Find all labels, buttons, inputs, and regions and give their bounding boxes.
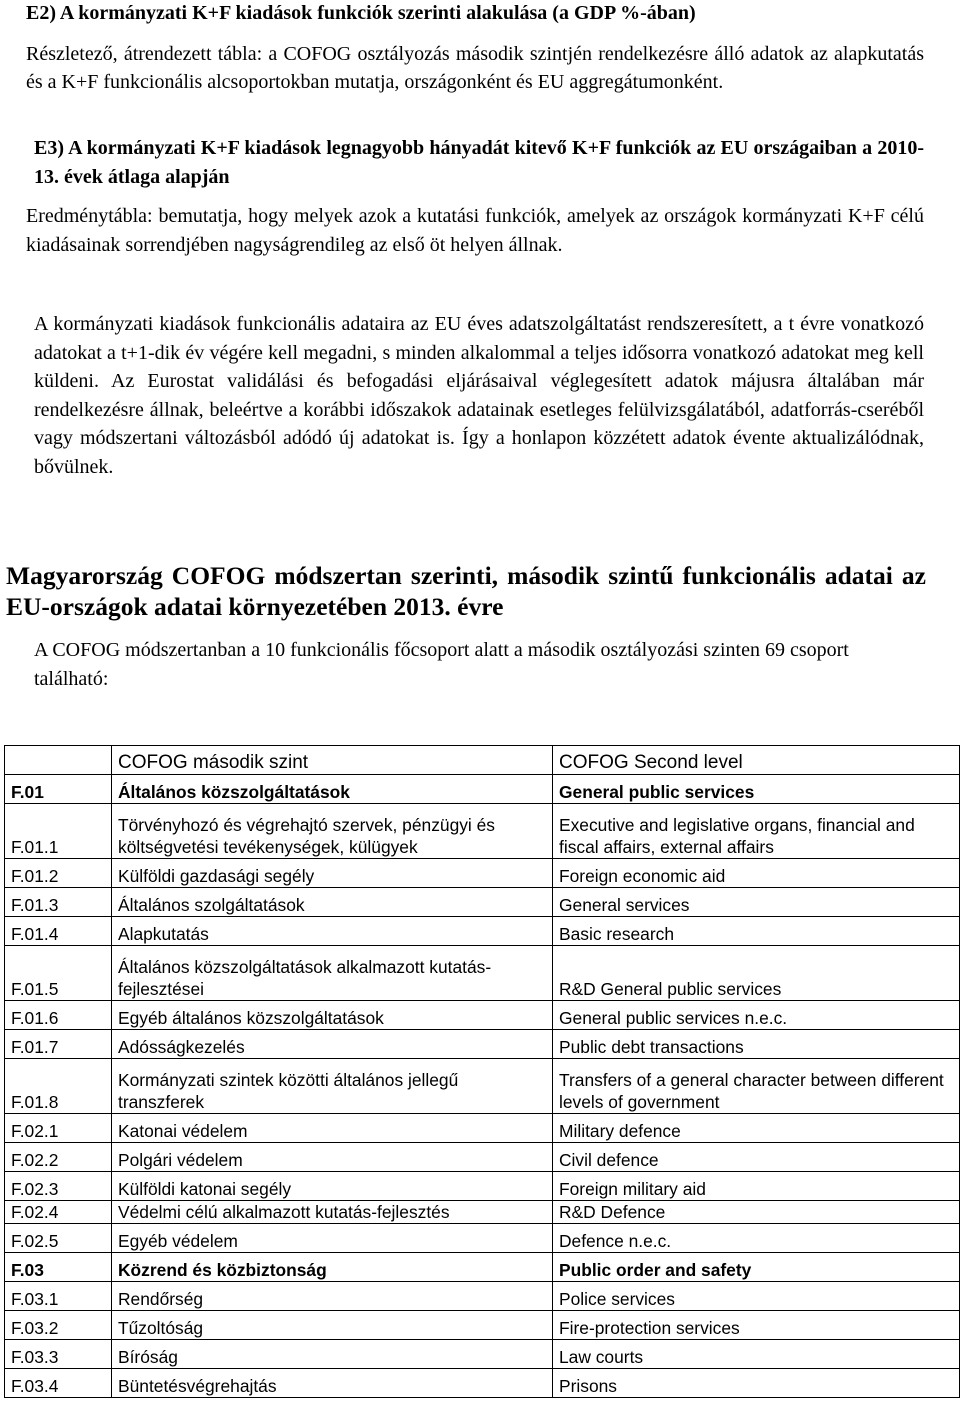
row-code: F.03.1 [5,1282,112,1311]
header-en: COFOG Second level [553,746,960,775]
section-e3-title: E3) A kormányzati K+F kiadások legnagyobb hányadát kitevő K+F funkciók az EU országaiban a 2010-13. évek átlaga alapján [34,137,924,188]
row-en: Public order and safety [553,1253,960,1282]
row-code: F.01 [5,775,112,804]
table-row [5,775,960,804]
row-en: Military defence [553,1114,960,1143]
table-row [5,917,960,946]
row-code: F.01.3 [5,888,112,917]
row-hu: Általános szolgáltatások [112,888,553,917]
table-row [5,1001,960,1030]
row-en: Defence n.e.c. [553,1224,960,1253]
row-hu: Adósságkezelés [112,1030,553,1059]
table-row [5,1282,960,1311]
table-row [5,1143,960,1172]
intro-text: A COFOG módszertanban a 10 funkcionális főcsoport alatt a második osztályozási szinten 69 csoport található: [34,639,849,690]
row-hu: Katonai védelem [112,1114,553,1143]
row-en: Basic research [553,917,960,946]
row-code: F.02.2 [5,1143,112,1172]
row-hu: Bíróság [112,1340,553,1369]
row-code: F.01.8 [5,1059,112,1114]
row-en: General public services [553,775,960,804]
row-hu: Közrend és közbiztonság [112,1253,553,1282]
row-en: R&D Defence [553,1201,960,1224]
row-hu: Általános közszolgáltatások [112,775,553,804]
row-hu: Törvényhozó és végrehajtó szervek, pénzügyi és költségvetési tevékenységek, külügyek [112,804,553,859]
row-en: Police services [553,1282,960,1311]
row-code: F.03.4 [5,1369,112,1398]
row-en: Fire-protection services [553,1311,960,1340]
row-en: Transfers of a general character between different levels of government [553,1059,960,1114]
row-hu: Alapkutatás [112,917,553,946]
table-row [5,1340,960,1369]
row-en: Prisons [553,1369,960,1398]
row-code: F.02.4 [5,1201,112,1224]
row-code: F.01.4 [5,917,112,946]
row-en: Foreign military aid [553,1172,960,1201]
table-row [5,946,960,1001]
cofog-table [4,745,960,1398]
row-hu: Egyéb általános közszolgáltatások [112,1001,553,1030]
row-en: Civil defence [553,1143,960,1172]
row-en: R&D General public services [553,946,960,1001]
row-code: F.01.6 [5,1001,112,1030]
table-header-row [5,746,960,775]
row-code: F.02.1 [5,1114,112,1143]
row-hu: Büntetésvégrehajtás [112,1369,553,1398]
table-row [5,1201,960,1224]
table-row [5,859,960,888]
row-hu: Külföldi katonai segély [112,1172,553,1201]
table-row [5,1172,960,1201]
section-e3-description: Eredménytábla: bemutatja, hogy melyek azok a kutatási funkciók, amelyek az országok kormányzati K+F célú kiadásainak sorrendjében nagyságrendileg az első öt helyen állnak. [26,205,924,256]
table-row [5,1114,960,1143]
row-hu: Védelmi célú alkalmazott kutatás-fejlesztés [112,1201,553,1224]
row-en: General public services n.e.c. [553,1001,960,1030]
table-row [5,1030,960,1059]
row-hu: Egyéb védelem [112,1224,553,1253]
table-row [5,1059,960,1114]
row-hu: Külföldi gazdasági segély [112,859,553,888]
row-hu: Tűzoltóság [112,1311,553,1340]
row-hu: Általános közszolgáltatások alkalmazott kutatás-fejlesztései [112,946,553,1001]
row-en: Executive and legislative organs, financial and fiscal affairs, external affairs [553,804,960,859]
row-code: F.03.3 [5,1340,112,1369]
header-code [5,746,112,775]
table-row [5,1253,960,1282]
row-code: F.01.5 [5,946,112,1001]
section-e2-title: E2) A kormányzati K+F kiadások funkciók szerinti alakulása (a GDP %-ában) [26,2,696,24]
row-code: F.03 [5,1253,112,1282]
row-code: F.01.2 [5,859,112,888]
table-row [5,1311,960,1340]
row-hu: Kormányzati szintek közötti általános jellegű transzferek [112,1059,553,1114]
table-row [5,888,960,917]
table-row [5,804,960,859]
main-heading: Magyarország COFOG módszertan szerinti, második szintű funkcionális adatai az EU-országok adatai környezetében 2013. évre [6,561,926,621]
row-code: F.02.3 [5,1172,112,1201]
row-code: F.03.2 [5,1311,112,1340]
row-en: Public debt transactions [553,1030,960,1059]
row-en: General services [553,888,960,917]
row-code: F.02.5 [5,1224,112,1253]
row-hu: Rendőrség [112,1282,553,1311]
reporting-paragraph: A kormányzati kiadások funkcionális adataira az EU éves adatszolgáltatást rendszeresített, a t évre vonatkozó adatokat a t+1-dik év végére kell megadni, s minden alkalommal a teljes idősorra vonatkozó adatokat meg kell küldeni. Az Eurostat validálási és befogadási eljárásaival véglegesített adatok májusra általában már rendelkezésre állnak, beleértve a korábbi időszakok adatainak esetleges felülvizsgálatából, adatforrás-cseréből vagy módszertani változásból adódó új adatokat is. Így a honlapon közzétett adatok évente aktualizálódnak, bővülnek. [34,313,924,478]
row-code: F.01.1 [5,804,112,859]
header-hu: COFOG második szint [112,746,553,775]
section-e2-description: Részletező, átrendezett tábla: a COFOG osztályozás második szintjén rendelkezésre álló adatok az alapkutatás és a K+F funkcionális alcsoportokban mutatja, országonként és EU aggregátumonként. [26,43,924,93]
table-row [5,1224,960,1253]
row-en: Law courts [553,1340,960,1369]
row-en: Foreign economic aid [553,859,960,888]
table-row [5,1369,960,1398]
row-hu: Polgári védelem [112,1143,553,1172]
row-code: F.01.7 [5,1030,112,1059]
